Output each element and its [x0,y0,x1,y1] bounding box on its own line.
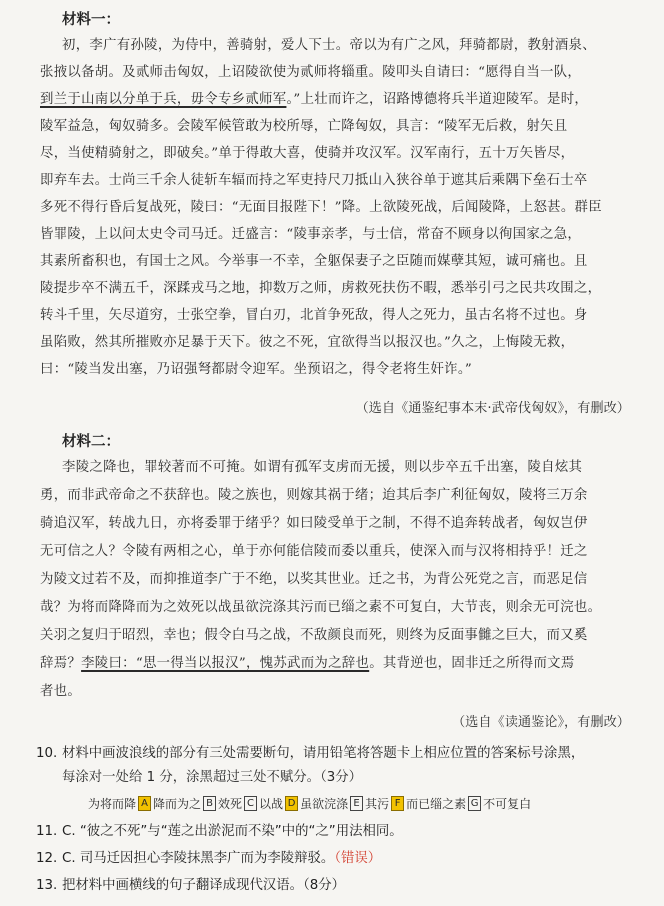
option-text: 其污 [365,797,390,811]
text-line: 皆罪陵，上以问太史令司马迁。迁盛言：“陵事亲孝，与士信，常奋不顾身以徇国家之急， [40,227,582,242]
text-line: 转斗千里，矢尽道穷，士张空拳，冒白刃，北首争死敌，得人之死力，虽古名将不过也。身 [40,308,588,323]
question-number: 11. [36,824,58,839]
question-number: 13. [36,878,58,893]
answer-box-a[interactable]: A [138,796,151,811]
text-line: 哉？为将而降降而为之效死以战虽欲浣涤其污而已缁之素不可复白，大节丧，则余无可浣也。 [40,600,602,615]
question-text: C. 司马迁因担心李陵抹黑李广而为李陵辩驳。 [62,851,335,866]
text-line: 虽陷败，然其所摧败亦足暴于天下。彼之不死，宜欲得当以报汉也。”久之，上悔陵无救， [40,335,575,350]
answer-box-b[interactable]: B [203,796,216,811]
option-text: 不可复白 [483,797,532,811]
option-text: 效死 [218,797,243,811]
material1-source: （选自《通鉴纪事本末·武帝伐匈奴》，有删改） [355,401,630,416]
question-text: C. “彼之不死”与“莲之出淤泥而不染”中的“之”用法相同。 [62,824,403,839]
question-11 [36,820,403,839]
underlined-sentence: 李陵曰：“思一得当以报汉”，愧苏武而为之辞也 [81,656,370,671]
text-line: 为陵文过若不及，而抑推道李广于不绝，以奖其世业。迁之书，为背公死党之言，而恶足信 [40,572,588,587]
material1-heading: 材料一： [62,12,120,28]
answer-box-f[interactable]: F [391,796,404,811]
answer-box-g[interactable]: G [468,796,481,811]
question-text: 材料中画波浪线的部分有三处需要断句，请用铅笔将答题卡上相应位置的答案标号涂黑， [62,746,585,761]
option-text: 以战 [259,797,284,811]
text-line: 骑追汉军，转战九日，亦将委罪于绪乎？如曰陵受单于之制，不得不追奔转战者，匈奴岂伊 [40,516,588,531]
answer-box-c[interactable]: C [244,796,257,811]
answer-options [88,795,531,812]
line-text: 。”上壮而许之，诏路博德将兵半道迎陵军。是时， [286,92,589,107]
question-12 [36,847,381,866]
option-text: 虽欲浣涤 [300,797,349,811]
material2-heading: 材料二： [62,434,120,450]
text-line: 无可信之人？令陵有两相之心，单于亦何能信陵而委以重兵，使深入而与汉将相持乎！迁之 [40,544,588,559]
line-text: 。其背逆也，固非迁之所得而文焉 [369,656,575,671]
option-text: 为将而降 [88,797,137,811]
text-line: 初，李广有孙陵，为侍中，善骑射，爱人下士。帝以为有广之风，拜骑都尉，教射酒泉、 [62,38,596,53]
text-line [40,89,630,111]
underlined-sentence: 到兰于山南以分单于兵，毋令专乡贰师军 [40,92,287,107]
text-line: 曰：“陵当发出塞，乃诏强弩都尉令迎军。坐预诏之，得令老将生奸诈。” [40,362,472,377]
question-number: 10. [36,746,58,761]
question-13 [36,874,345,893]
text-line: 即弃车去。士尚三千余人徒斩车辐而持之军吏持尺刀抵山入狭谷单于遮其后乘隅下垒石士卒 [40,173,588,188]
line-text: 辞焉？ [40,656,82,671]
option-text: 降而为之 [153,797,202,811]
question-text: 把材料中画横线的句子翻译成现代汉语。（8分） [62,878,346,893]
answer-box-e[interactable]: E [350,796,363,811]
option-text: 而已缁之素 [406,797,467,811]
answer-box-d[interactable]: D [285,796,298,811]
wrong-mark: （错误） [334,851,382,866]
text-line: 陵提步卒不满五千，深蹂戎马之地，抑数万之师，虏救死扶伤不暇，悉举引弓之民共攻围之， [40,281,602,296]
text-line: 勇，而非武帝命之不获辞也。陵之族也，则嫁其祸于绪；迨其后李广利征匈奴，陵将三万余 [40,488,588,503]
text-line [40,653,630,675]
text-line: 其素所畜积也，有国士之风。今举事一不幸，全躯保妻子之臣随而媒孽其短，诚可痛也。且 [40,254,588,269]
text-line: 多死不得行昏后复战死，陵曰：“无面目报陛下！”降。上欲陵死战，后闻陵降，上怒甚。群臣 [40,200,602,215]
text-line: 尽，当使精骑射之，即破矣。”单于得敢大喜，使骑并攻汉军。汉军南行，五十万矢皆尽， [40,146,575,161]
text-line: 李陵之降也，罪较著而不可掩。如谓有孤军支虏而无援，则以步卒五千出塞，陵自炫其 [62,460,583,475]
question-10 [36,742,584,761]
question-10-line2: 每涂对一处给 1 分，涂黑超过三处不赋分。（3分） [62,770,363,785]
text-line: 关羽之复归于昭烈，幸也；假令白马之战，不敌颜良而死，则终为反面事雠之巨大，而又奚 [40,628,588,643]
question-number: 12. [36,851,58,866]
text-line: 者也。 [40,684,82,699]
text-line: 陵军益急，匈奴骑多。会陵军候管敢为校所辱，亡降匈奴，具言：“陵军无后救，射矢且 [40,119,568,134]
text-line: 张掖以备胡。及贰师击匈奴，上诏陵欲使为贰师将辎重。陵叩头自请曰：“愿得自当一队， [40,65,582,80]
material2-source: （选自《读通鉴论》，有删改） [451,715,630,730]
